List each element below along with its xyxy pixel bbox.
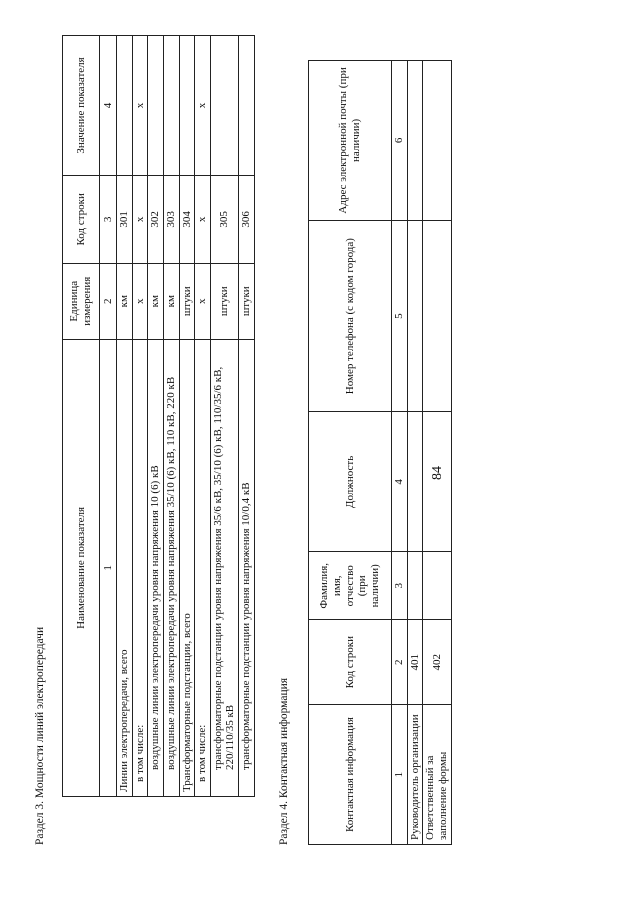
- unit-cell: км: [117, 263, 133, 339]
- unit-cell: x: [195, 263, 211, 339]
- table-row: [239, 36, 255, 797]
- value-cell: x: [195, 36, 211, 176]
- column-number: 4: [392, 412, 408, 552]
- section4-table: [308, 60, 452, 845]
- column-number: 4: [100, 36, 117, 176]
- code-cell: 304: [179, 175, 195, 263]
- value-cell: [148, 36, 164, 176]
- header-cell: Код строки: [309, 620, 392, 705]
- column-number-row: [100, 36, 117, 797]
- column-number: 3: [100, 175, 117, 263]
- value-cell: [239, 36, 255, 176]
- indicator-name: трансформаторные подстанции уровня напряжения 10/0,4 кВ: [239, 339, 255, 796]
- code-cell: 306: [239, 175, 255, 263]
- value-cell: x: [132, 36, 148, 176]
- contact-label: Руководитель организации: [407, 705, 423, 845]
- header-cell: Фамилия, имя, отчество (при наличии): [309, 552, 392, 620]
- column-number: 1: [392, 705, 408, 845]
- unit-cell: штуки: [179, 263, 195, 339]
- unit-cell: штуки: [239, 263, 255, 339]
- contact-label: Ответственный за заполнение формы: [423, 705, 451, 845]
- column-number: 6: [392, 61, 408, 221]
- table-row: [163, 36, 179, 797]
- unit-cell: штуки: [210, 263, 238, 339]
- header-cell: Единица измерения: [63, 263, 100, 339]
- code-cell: 402: [423, 620, 451, 705]
- column-number: 3: [392, 552, 408, 620]
- header-cell: Значение показателя: [63, 36, 100, 176]
- header-cell: Контактная информация: [309, 705, 392, 845]
- column-number: 2: [100, 263, 117, 339]
- code-cell: 302: [148, 175, 164, 263]
- indicator-name: в том числе:: [195, 339, 211, 796]
- header-cell: Код строки: [63, 175, 100, 263]
- phone-cell: [407, 220, 423, 412]
- code-cell: x: [132, 175, 148, 263]
- unit-cell: км: [163, 263, 179, 339]
- indicator-name: трансформаторные подстанции уровня напряжения 35/6 кВ, 35/10 (6) кВ, 110/35/6 кВ, 220/110/35 кВ: [210, 339, 238, 796]
- value-cell: [163, 36, 179, 176]
- section3-title: Раздел 3. Мощности линий электропередачи: [34, 626, 46, 845]
- code-cell: x: [195, 175, 211, 263]
- page-number: 84: [430, 466, 445, 480]
- code-cell: 303: [163, 175, 179, 263]
- header-cell: Номер телефона (с кодом города): [309, 220, 392, 412]
- indicator-name: Линии электропередачи, всего: [117, 339, 133, 796]
- email-cell: [423, 61, 451, 221]
- name-cell: [407, 552, 423, 620]
- unit-cell: км: [148, 263, 164, 339]
- table-header-row: [309, 61, 392, 845]
- table-row: [132, 36, 148, 797]
- table-row: [423, 61, 451, 845]
- header-cell: Должность: [309, 412, 392, 552]
- table-row: [179, 36, 195, 797]
- email-cell: [407, 61, 423, 221]
- section3-table: [62, 35, 255, 797]
- table-row: [148, 36, 164, 797]
- indicator-name: в том числе:: [132, 339, 148, 796]
- table-row: [195, 36, 211, 797]
- code-cell: 301: [117, 175, 133, 263]
- position-cell: [407, 412, 423, 552]
- code-cell: 401: [407, 620, 423, 705]
- table-header-row: [63, 36, 100, 797]
- table-row: [407, 61, 423, 845]
- column-number: 5: [392, 220, 408, 412]
- value-cell: [210, 36, 238, 176]
- indicator-name: воздушные линии электропередачи уровня напряжения 35/10 (6) кВ, 110 кВ, 220 кВ: [163, 339, 179, 796]
- indicator-name: воздушные линии электропередачи уровня напряжения 10 (6) кВ: [148, 339, 164, 796]
- position-cell: [423, 412, 451, 552]
- column-number: 2: [392, 620, 408, 705]
- value-cell: [117, 36, 133, 176]
- column-number: 1: [100, 339, 117, 796]
- header-cell: Адрес электронной почты (при наличии): [309, 61, 392, 221]
- header-cell: Наименование показателя: [63, 339, 100, 796]
- column-number-row: [392, 61, 408, 845]
- phone-cell: [423, 220, 451, 412]
- section4-title: Раздел 4. Контактная информация: [278, 677, 290, 845]
- table-row: [210, 36, 238, 797]
- name-cell: [423, 552, 451, 620]
- code-cell: 305: [210, 175, 238, 263]
- table-row: [117, 36, 133, 797]
- value-cell: [179, 36, 195, 176]
- indicator-name: Трансформаторные подстанции, всего: [179, 339, 195, 796]
- unit-cell: x: [132, 263, 148, 339]
